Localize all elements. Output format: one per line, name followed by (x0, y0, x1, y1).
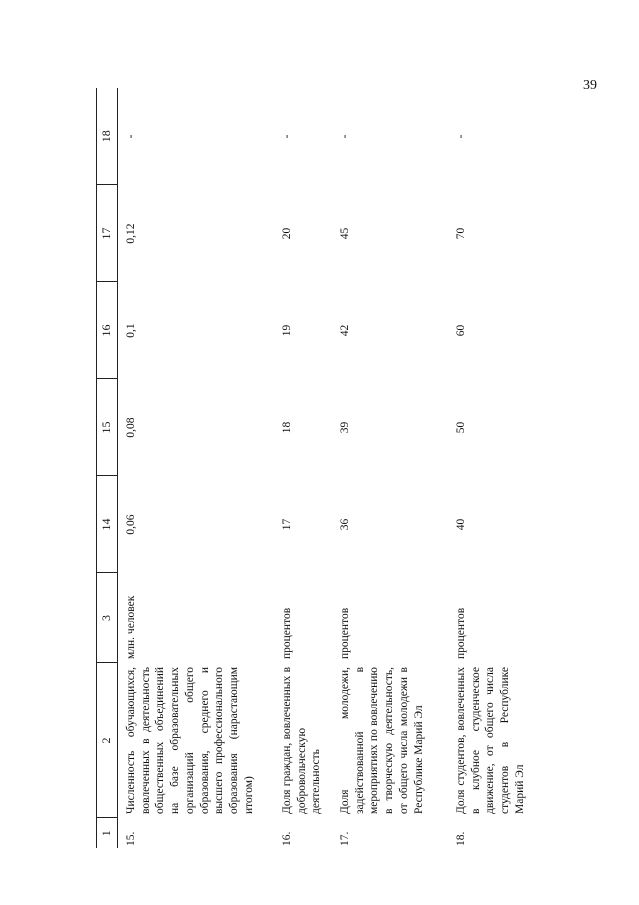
value-cell: 40 (455, 518, 467, 531)
value-cell: 0,08 (125, 417, 137, 438)
header-cell: 17 (97, 185, 118, 282)
row-number: 18. (455, 831, 467, 846)
value-cell: - (125, 134, 137, 139)
indicators-table (96, 88, 534, 848)
page-number: 39 (583, 78, 597, 93)
value-cell: 20 (281, 227, 293, 240)
indicator-name: Численность обучающихся, вовлеченных в деятельность общественных объединений на базе образовательных организаций общего образования, среднего и высшего профессионального образования (нарастающим итогом) (125, 667, 255, 814)
value-cell: 60 (455, 324, 467, 337)
row-number: 16. (281, 831, 293, 846)
table-header-row (97, 88, 118, 848)
header-cell: 15 (97, 379, 118, 476)
header-cell: 18 (97, 88, 118, 185)
unit-of-measure: процентов (455, 607, 467, 659)
indicator-name: Доля студентов, вовлеченных в клубное студенческое движение, от общего числа студентов в Республике Марий Эл (455, 667, 526, 814)
table-row (274, 88, 332, 848)
value-cell: 39 (339, 421, 351, 434)
value-cell: 42 (339, 324, 351, 337)
value-cell: 0,12 (125, 223, 137, 244)
header-cell: 3 (97, 573, 118, 663)
header-cell: 14 (97, 476, 118, 573)
table-row (448, 88, 534, 848)
value-cell: 70 (455, 227, 467, 240)
row-number: 15. (125, 831, 137, 846)
header-cell: 2 (97, 663, 118, 818)
value-cell: 17 (281, 518, 293, 531)
value-cell: - (339, 134, 351, 139)
value-cell: - (455, 134, 467, 139)
value-cell: 50 (455, 421, 467, 434)
unit-of-measure: процентов (339, 607, 351, 659)
indicator-name: Доля молодежи, задействованной в мероприятиях по вовлечению в творческую деятельность, от общего числа молодежи в Республике Марий Эл (339, 667, 425, 814)
value-cell: 19 (281, 324, 293, 337)
unit-of-measure: процентов (281, 607, 293, 659)
row-number: 17. (339, 831, 351, 846)
table-row (118, 88, 275, 848)
table-row (332, 88, 448, 848)
value-cell: 0,06 (125, 514, 137, 535)
value-cell: 0,1 (125, 323, 137, 338)
unit-of-measure: млн. человек (125, 595, 137, 659)
value-cell: - (281, 134, 293, 139)
value-cell: 18 (281, 421, 293, 434)
value-cell: 45 (339, 227, 351, 240)
value-cell: 36 (339, 518, 351, 531)
indicator-name: Доля граждан, вовлеченных в добровольческую деятельность (281, 667, 323, 814)
header-cell: 1 (97, 818, 118, 848)
rotated-table-container (96, 88, 536, 848)
header-cell: 16 (97, 282, 118, 379)
